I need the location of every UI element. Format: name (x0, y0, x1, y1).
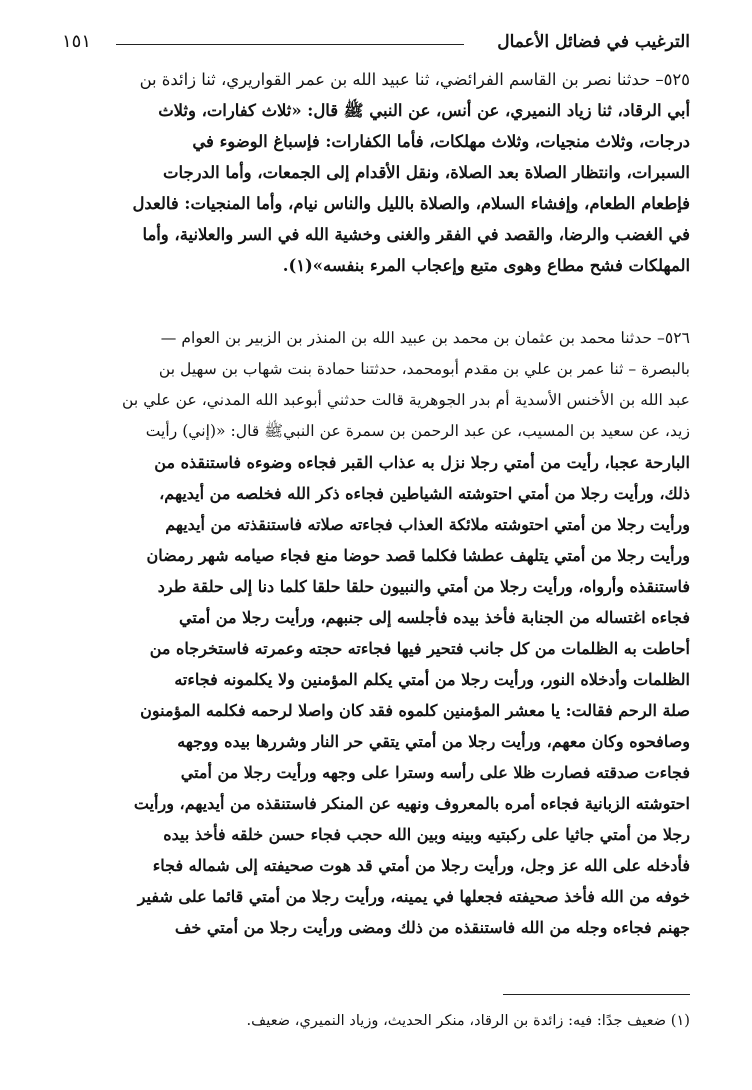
text-line: فجاءت صدقته فصارت ظلا على رأسه وسترا على وجهه ورأيت رجلا من أمتي (180, 763, 690, 782)
hadith-525 (60, 64, 690, 281)
text-line: فجاءه اغتساله من الجنابة فأخذ بيده فأجلسه إلى جنبهم، ورأيت رجلا من أمتي (179, 608, 690, 627)
text-line: الظلمات وأدخلاه النور، ورأيت رجلا من أمتي يكلم المؤمنين ولا يكلمونه فجاءته (174, 670, 690, 689)
text-line: درجات، وثلاث منجيات، وثلاث مهلكات، فأما الكفارات: فإسباغ الوضوء في (192, 132, 690, 151)
page-number: ١٥١ (62, 31, 92, 52)
text-line: السبرات، وانتظار الصلاة بعد الصلاة، ونقل الأقدام إلى الجمعات، وأما الدرجات (163, 163, 690, 182)
page-header (62, 30, 690, 60)
text-line: ورأيت رجلا من أمتي يتلهف عطشا فكلما قصد حوضا منع فجاء صيامه شهر رمضان (146, 546, 690, 565)
text-line: عبد الله بن الأخنس الأسدية أم بدر الجوهرية قالت حدثني أبوعبد الله المدني، عن علي بن (122, 391, 690, 409)
running-title: الترغيب في فضائل الأعمال (497, 32, 690, 52)
text-line: زيد، عن سعيد بن المسيب، عن عبد الرحمن بن سمرة عن النبيﷺ قال: «(إني) رأيت (145, 422, 690, 440)
text-line: بالبصرة – ثنا عمر بن علي بن مقدم أبومحمد، حدثتنا حمادة بنت شهاب بن سهيل بن (158, 360, 690, 378)
text-line: ٥٢٦– حدثنا محمد بن عثمان بن محمد بن عبيد الله بن المنذر بن الزبير بن العوام — (160, 329, 690, 347)
text-line: البارحة عجبا، رأيت من أمتي رجلا نزل به عذاب القبر فجاءه وضوءه فاستنقذه من (154, 453, 690, 472)
text-line: ٥٢٥– حدثنا نصر بن القاسم الفرائضي، ثنا عبيد الله بن عمر القواريري، ثنا زائدة بن (139, 70, 690, 89)
text-line: رجلا من أمتي جاثيا على ركبتيه وبينه وبين الله حجب فجاء حسن خلقه فأخذ بيده (163, 825, 690, 844)
text-line: فأدخله على الله عز وجل، ورأيت رجلا من أمتي قد هوت صحيفته إلى شماله فجاء (152, 856, 690, 875)
text-line: أبي الرقاد، ثنا زياد النميري، عن أنس، عن النبي ﷺ قال: «ثلاث كفارات، وثلاث (158, 101, 690, 120)
text-line: صلة الرحم فقالت: يا معشر المؤمنين كلموه فقد كان واصلا لرحمه فكلمه المؤمنون (140, 701, 690, 720)
text-line: احتوشته الزبانية فجاءه أمره بالمعروف ونهيه عن المنكر فاستنقذه من أيديهم، ورأيت (133, 794, 690, 813)
text-line: في الغضب والرضا، والقصد في الفقر والغنى وخشية الله في السر والعلانية، وأما (142, 225, 690, 244)
text-line: خوفه من الله فأخذ صحيفته فجعلها في يمينه، ورأيت رجلا من أمتي قائما على شفير (137, 887, 690, 906)
text-line: وصافحوه وكان معهم، ورأيت رجلا من أمتي يتقي حر النار وشررها بيده ووجهه (177, 732, 690, 751)
header-rule (116, 44, 464, 45)
footnote: (١) ضعيف جدًا: فيه: زائدة بن الرقاد، منكر الحديث، وزياد النميري، ضعيف. (246, 1012, 690, 1029)
text-line: فإطعام الطعام، وإفشاء السلام، والصلاة بالليل والناس نيام، وأما المنجيات: فالعدل (132, 194, 690, 213)
text-line: المهلكات فشح مطاع وهوى متبع وإعجاب المرء بنفسه»(١). (282, 256, 690, 275)
text-line: ورأيت رجلا من أمتي احتوشته ملائكة العذاب فجاءته صلاته فاستنقذته من أيديهم (165, 515, 690, 534)
text-line: فاستنقذه وأرواه، ورأيت رجلا من أمتي والنبيون حلقا حلقا كلما دنا إلى حلقة طرد (157, 577, 690, 596)
text-line: أحاطت به الظلمات من كل جانب فتحير فيها فجاءته حجته وعمرته فاستخرجاه من (149, 639, 690, 658)
text-line: ذلك، ورأيت رجلا من أمتي احتوشته الشياطين فجاءه ذكر الله فخلصه من أيديهم، (159, 484, 690, 503)
text-line: جهنم فجاءه وجله من الله فاستنقذه من ذلك ومضى ورأيت رجلا من أمتي خف (174, 918, 690, 937)
hadith-526 (60, 323, 690, 943)
footnote-separator (503, 994, 690, 995)
